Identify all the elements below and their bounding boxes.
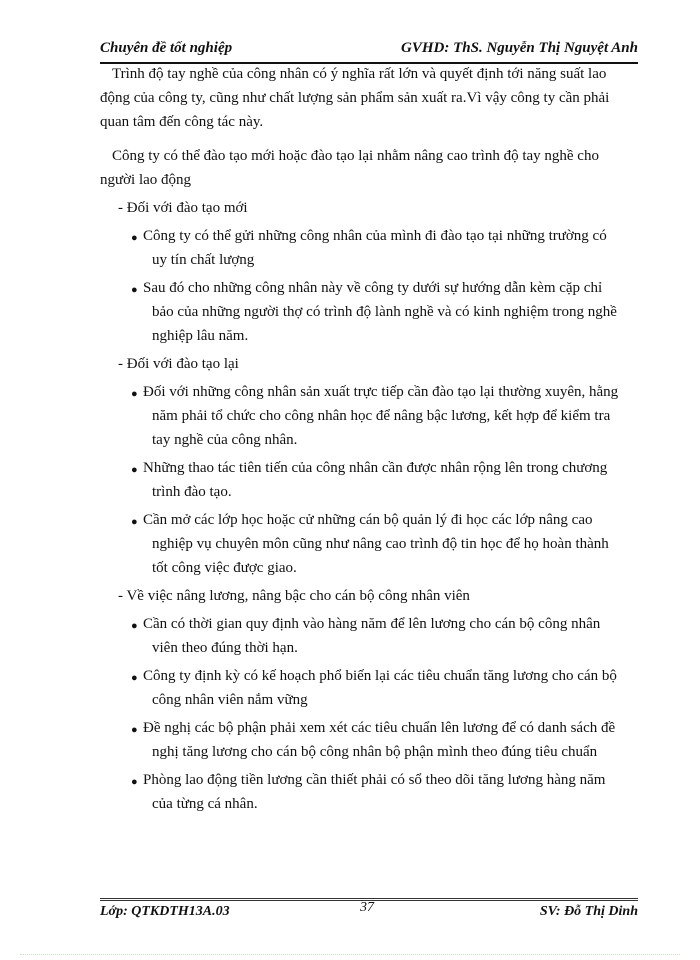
footer-right: SV: Đỗ Thị Dinh xyxy=(539,904,638,919)
bullet-icon: ● xyxy=(131,620,138,632)
bullet-item-line: viên theo đúng thời hạn. xyxy=(152,640,298,656)
bullet-icon: ● xyxy=(131,724,138,736)
section-heading: - Đối với đào tạo lại xyxy=(118,356,239,372)
bullet-item-line: nghị tăng lương cho cán bộ công nhân bộ phận mình theo đúng tiêu chuẩn xyxy=(152,744,598,760)
bullet-item-line: Công ty định kỳ có kế hoạch phổ biến lại các tiêu chuẩn tăng lương cho cán bộ xyxy=(143,668,617,684)
page-number: 37 xyxy=(360,900,374,915)
bullet-item-line: năm phải tổ chức cho công nhân học để nâng bậc lương, kết hợp để kiểm tra xyxy=(152,408,611,424)
bullet-icon: ● xyxy=(131,284,138,296)
bullet-item-line: tốt công việc được giao. xyxy=(152,560,297,576)
bullet-item-line: nghiệp lâu năm. xyxy=(152,328,249,344)
paragraph-line: Trình độ tay nghề của công nhân có ý nghĩa rất lớn và quyết định tới năng suất lao xyxy=(112,66,607,82)
bullet-item-line: Sau đó cho những công nhân này về công ty dưới sự hướng dẫn kèm cặp chỉ xyxy=(143,280,603,296)
bullet-item-line: Cần có thời gian quy định vào hàng năm để lên lương cho cán bộ công nhân xyxy=(143,616,601,632)
bullet-item-line: bảo của những người thợ có trình độ lành nghề và có kinh nghiệm trong nghề xyxy=(152,304,617,320)
bullet-item-line: trình đào tạo. xyxy=(152,484,232,500)
bullet-item-line: Đối với những công nhân sản xuất trực tiếp cần đào tạo lại thường xuyên, hằng xyxy=(143,384,619,400)
bullet-item-line: nghiệp vụ chuyên môn cũng như nâng cao trình độ tin học để họ hoàn thành xyxy=(152,536,609,552)
bullet-item-line: của từng cá nhân. xyxy=(152,796,258,812)
header-right: GVHD: ThS. Nguyễn Thị Nguyệt Anh xyxy=(401,40,638,56)
bullet-icon: ● xyxy=(131,464,138,476)
paragraph-line: quan tâm đến công tác này. xyxy=(100,114,264,130)
paragraph-line: Công ty có thể đào tạo mới hoặc đào tạo lại nhằm nâng cao trình độ tay nghề cho xyxy=(112,148,599,164)
bullet-item-line: Cần mở các lớp học hoặc cử những cán bộ quản lý đi học các lớp nâng cao xyxy=(143,512,593,528)
section-heading: - Đối với đào tạo mới xyxy=(118,200,248,216)
header-rule xyxy=(100,62,638,64)
bullet-item-line: công nhân viên nắm vững xyxy=(152,692,308,708)
header-left: Chuyên đề tốt nghiệp xyxy=(100,40,233,56)
footer-left: Lớp: QTKDTH13A.03 xyxy=(100,904,230,919)
bullet-item-line: Công ty có thể gửi những công nhân của mình đi đào tạo tại những trường có xyxy=(143,228,607,244)
page-border xyxy=(20,954,680,955)
bullet-icon: ● xyxy=(131,776,138,788)
bullet-item-line: Phòng lao động tiền lương cần thiết phải có sổ theo dõi tăng lương hàng năm xyxy=(143,772,606,788)
bullet-icon: ● xyxy=(131,232,138,244)
paragraph-line: động của công ty, cũng như chất lượng sản phẩm sản xuất ra.Vì vậy công ty cần phải xyxy=(100,90,610,106)
bullet-item-line: Đề nghị các bộ phận phải xem xét các tiêu chuẩn lên lương để có danh sách đề xyxy=(143,720,616,736)
section-heading: - Về việc nâng lương, nâng bậc cho cán bộ công nhân viên xyxy=(118,588,470,604)
bullet-item-line: Những thao tác tiên tiến của công nhân cần được nhân rộng lên trong chương xyxy=(143,460,608,476)
bullet-item-line: uy tín chất lượng xyxy=(152,252,255,268)
bullet-item-line: tay nghề của công nhân. xyxy=(152,432,298,448)
bullet-icon: ● xyxy=(131,516,138,528)
bullet-icon: ● xyxy=(131,388,138,400)
bullet-icon: ● xyxy=(131,672,138,684)
paragraph-line: người lao động xyxy=(100,172,192,188)
